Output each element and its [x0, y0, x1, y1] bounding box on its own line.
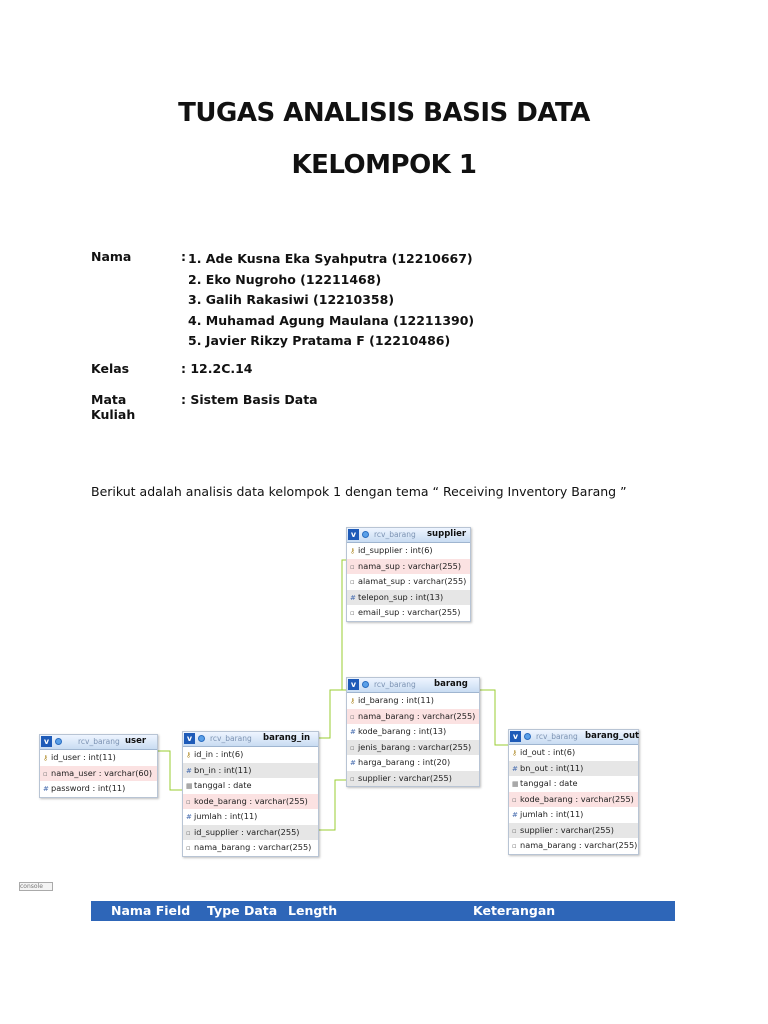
relation-line — [317, 780, 346, 830]
column-header: Nama Field — [111, 903, 191, 918]
field-label: telepon_sup : int(13) — [358, 591, 444, 602]
database-name: rcv_barang — [210, 734, 252, 743]
table-header[interactable] — [347, 528, 470, 543]
options-icon[interactable] — [524, 733, 531, 740]
collapse-icon[interactable]: v — [348, 529, 359, 540]
field-row — [509, 823, 638, 839]
text-icon: ▫ — [186, 828, 191, 837]
number-icon: # — [350, 728, 356, 736]
text-icon: ▫ — [350, 774, 355, 783]
member-item: 1. Ade Kusna Eka Syahputra (12210667) — [188, 251, 473, 266]
field-row — [183, 747, 318, 763]
field-row — [509, 792, 638, 808]
key-icon: ⚷ — [186, 751, 192, 759]
nama-label: Nama — [91, 249, 132, 264]
field-row — [347, 771, 479, 787]
field-label: kode_barang : int(13) — [358, 726, 447, 736]
table-name: barang_out — [585, 731, 640, 741]
field-label: nama_barang : varchar(255) — [520, 840, 638, 850]
field-row — [509, 761, 638, 777]
table-name: barang — [434, 679, 468, 689]
field-label: id_out : int(6) — [520, 747, 576, 757]
text-icon: ▫ — [512, 826, 517, 835]
field-label: jenis_barang : varchar(255) — [358, 741, 472, 752]
key-icon: ⚷ — [350, 697, 356, 705]
matkul-value: : Sistem Basis Data — [181, 392, 318, 407]
field-row — [347, 724, 479, 740]
field-label: supplier : varchar(255) — [520, 824, 614, 835]
options-icon[interactable] — [55, 738, 62, 745]
field-row — [347, 574, 470, 590]
number-icon: # — [186, 766, 192, 775]
column-header: Keterangan — [473, 903, 556, 918]
table-supplier[interactable] — [346, 527, 471, 622]
field-label: nama_sup : varchar(255) — [358, 560, 462, 571]
table-barang-out[interactable] — [508, 729, 639, 855]
database-name: rcv_barang — [78, 737, 120, 746]
text-icon: ▫ — [186, 797, 191, 806]
collapse-icon[interactable]: v — [184, 733, 195, 744]
database-name: rcv_barang — [374, 530, 416, 539]
field-row — [40, 766, 157, 782]
member-item: 3. Galih Rakasiwi (12210358) — [188, 292, 395, 307]
text-icon: ▫ — [512, 795, 517, 804]
number-icon: # — [186, 813, 192, 821]
nama-colon: : — [181, 249, 186, 264]
field-row — [347, 605, 470, 621]
field-label: jumlah : int(11) — [194, 811, 258, 821]
field-row — [183, 840, 318, 856]
field-label: email_sup : varchar(255) — [358, 607, 461, 617]
field-label: id_user : int(11) — [51, 752, 116, 762]
field-row — [347, 559, 470, 575]
key-icon: ⚷ — [512, 749, 518, 757]
field-row — [183, 778, 318, 794]
table-barang[interactable] — [346, 677, 480, 787]
column-header: Type Data — [207, 903, 278, 918]
field-label: kode_barang : varchar(255) — [520, 793, 634, 804]
database-name: rcv_barang — [374, 680, 416, 689]
kelas-value: : 12.2C.14 — [181, 361, 253, 376]
relation-line — [156, 751, 182, 790]
number-icon: # — [512, 764, 518, 773]
collapse-icon[interactable]: v — [348, 679, 359, 690]
calendar-icon: ▦ — [186, 782, 193, 790]
field-label: id_supplier : int(6) — [358, 545, 433, 555]
field-row — [183, 825, 318, 841]
matkul-label: Mata Kuliah — [91, 392, 136, 422]
relation-line — [317, 690, 346, 738]
relation-line — [478, 690, 508, 745]
calendar-icon: ▦ — [512, 780, 519, 788]
number-icon: # — [350, 759, 356, 767]
field-label: supplier : varchar(255) — [358, 772, 452, 783]
options-icon[interactable] — [362, 531, 369, 538]
table-header[interactable] — [183, 732, 318, 747]
table-name: supplier — [427, 529, 467, 539]
field-row — [347, 543, 470, 559]
field-row — [347, 740, 479, 756]
field-label: nama_barang : varchar(255) — [358, 710, 476, 721]
field-label: id_in : int(6) — [194, 749, 244, 759]
field-table-header — [91, 901, 675, 921]
field-label: harga_barang : int(20) — [358, 757, 451, 767]
table-header[interactable] — [40, 735, 157, 750]
field-row — [509, 776, 638, 792]
field-label: kode_barang : varchar(255) — [194, 795, 308, 806]
intro-paragraph: Berikut adalah analisis data kelompok 1 dengan tema “ Receiving Inventory Barang ” — [91, 484, 627, 499]
field-label: tanggal : date — [520, 778, 578, 788]
field-label: id_supplier : varchar(255) — [194, 826, 300, 837]
text-icon: ▫ — [186, 844, 191, 852]
table-header[interactable] — [347, 678, 479, 693]
field-row — [40, 781, 157, 797]
options-icon[interactable] — [198, 735, 205, 742]
field-row — [509, 807, 638, 823]
document-title: TUGAS ANALISIS BASIS DATA — [178, 98, 590, 128]
field-label: bn_in : int(11) — [194, 764, 252, 775]
member-item: 5. Javier Rikzy Pratama F (12210486) — [188, 333, 451, 348]
table-name: barang_in — [263, 733, 311, 743]
text-icon: ▫ — [350, 712, 355, 721]
kelas-label: Kelas — [91, 361, 130, 376]
text-icon: ▫ — [350, 609, 355, 617]
table-header[interactable] — [509, 730, 638, 745]
database-name: rcv_barang — [536, 732, 578, 741]
field-label: nama_barang : varchar(255) — [194, 842, 312, 852]
field-label: bn_out : int(11) — [520, 762, 584, 773]
table-barang-in[interactable] — [182, 731, 319, 857]
field-label: tanggal : date — [194, 780, 252, 790]
member-item: 2. Eko Nugroho (12211468) — [188, 271, 382, 287]
field-row — [183, 794, 318, 810]
collapse-icon[interactable]: v — [41, 736, 52, 747]
text-icon: ▫ — [350, 743, 355, 752]
field-row — [183, 809, 318, 825]
field-row — [347, 709, 479, 725]
text-icon: ▫ — [43, 769, 48, 778]
field-label: alamat_sup : varchar(255) — [358, 576, 467, 586]
field-label: jumlah : int(11) — [520, 809, 584, 819]
number-icon: # — [512, 811, 518, 819]
field-label: password : int(11) — [51, 783, 126, 793]
field-row — [509, 745, 638, 761]
key-icon: ⚷ — [350, 547, 356, 555]
field-label: id_barang : int(11) — [358, 695, 434, 705]
text-icon: ▫ — [350, 562, 355, 571]
text-icon: ▫ — [512, 842, 517, 850]
field-label: nama_user : varchar(60) — [51, 767, 153, 778]
number-icon: # — [43, 785, 49, 793]
collapse-icon[interactable]: v — [510, 731, 521, 742]
table-user[interactable] — [39, 734, 158, 798]
field-row — [183, 763, 318, 779]
field-row — [40, 750, 157, 766]
options-icon[interactable] — [362, 681, 369, 688]
number-icon: # — [350, 593, 356, 602]
field-row — [347, 755, 479, 771]
document-subtitle: KELOMPOK 1 — [291, 150, 477, 180]
member-item: 4. Muhamad Agung Maulana (12211390) — [188, 312, 475, 328]
field-row — [509, 838, 638, 854]
console-button[interactable]: console — [19, 882, 53, 891]
table-name: user — [125, 736, 147, 746]
key-icon: ⚷ — [43, 754, 49, 762]
column-header: Length — [288, 903, 338, 918]
field-row — [347, 693, 479, 709]
field-row — [347, 590, 470, 606]
text-icon: ▫ — [350, 578, 355, 586]
